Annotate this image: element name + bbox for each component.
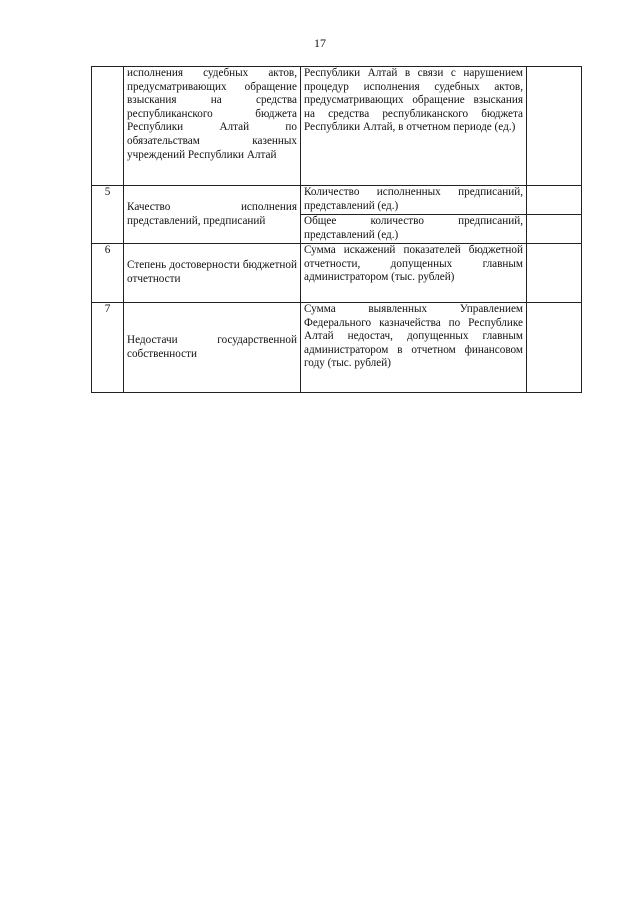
row-number: 7 [92, 303, 124, 393]
criterion-name: Степень достоверности бюджетной отчетности [124, 244, 301, 303]
page-number: 17 [314, 36, 326, 50]
indicator-text: Сумма искажений показателей бюджетной отчетности, допущенных главным администратором (тыс. рублей) [301, 244, 527, 303]
row-number: 6 [92, 244, 124, 303]
value-cell [527, 186, 582, 215]
indicator-text: Общее количество предписаний, представлений (ед.) [301, 215, 527, 244]
criterion-name: Недостачи государственной собственности [124, 303, 301, 393]
table-row [92, 186, 582, 215]
table-row [92, 67, 582, 186]
value-cell [527, 303, 582, 393]
criteria-table [91, 66, 582, 393]
indicator-text: Сумма выявленных Управлением Федерального казначейства по Республике Алтай недостач, допущенных главным администратором в отчетном финансовом году (тыс. рублей) [301, 303, 527, 393]
criterion-name: исполнения судебных актов, предусматривающих обращение взыскания на средства республиканского бюджета Республики Алтай по обязательствам казенных учреждений Республики Алтай [124, 67, 301, 186]
table-row [92, 244, 582, 303]
criterion-name: Качество исполнения представлений, предписаний [124, 186, 301, 244]
value-cell [527, 67, 582, 186]
value-cell [527, 244, 582, 303]
row-number: 5 [92, 186, 124, 244]
value-cell [527, 215, 582, 244]
indicator-text: Республики Алтай в связи с нарушением процедур исполнения судебных актов, предусматривающих обращение взыскания на средства республиканского бюджета Республики Алтай, в отчетном периоде (ед.) [301, 67, 527, 186]
indicator-text: Количество исполненных предписаний, представлений (ед.) [301, 186, 527, 215]
row-number [92, 67, 124, 186]
table-row [92, 303, 582, 393]
